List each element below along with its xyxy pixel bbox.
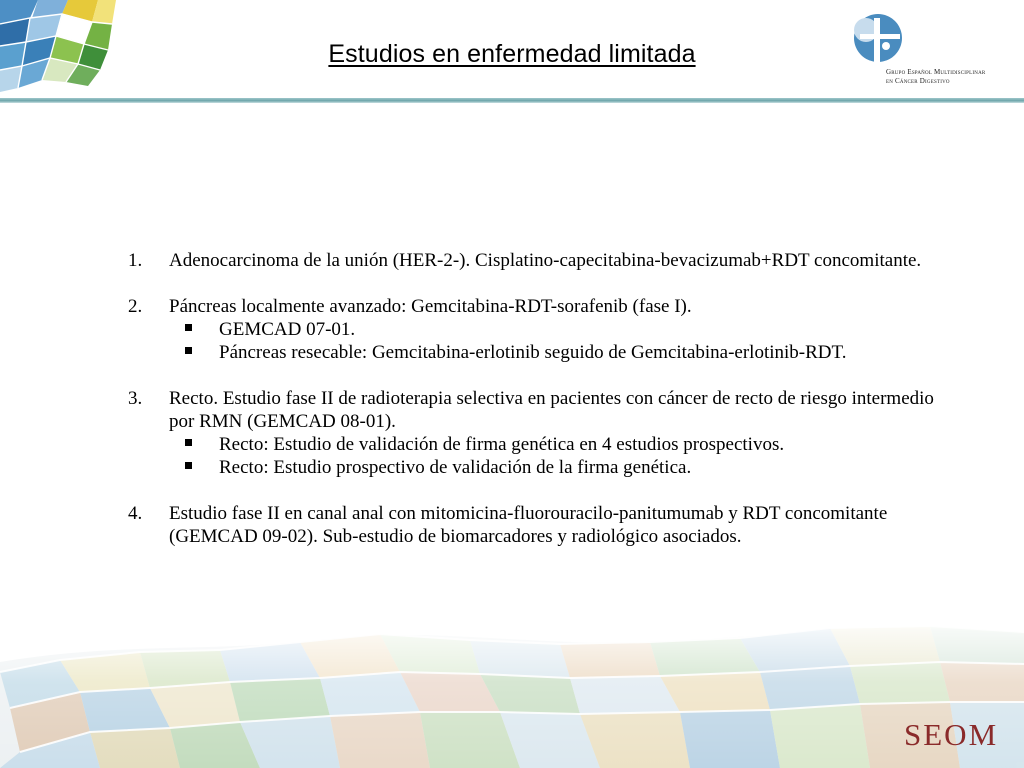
title-divider: [0, 98, 1024, 103]
list-item-text: Estudio fase II en canal anal con mitomicina-fluorouracilo-panitumumab y RDT concomitante (GEMCAD 09-02). Sub-estudio de biomarcadores y radiológico asociados.: [169, 503, 888, 547]
square-bullet-icon: [185, 462, 192, 469]
list-item-2: [128, 295, 958, 364]
square-bullet-icon: [185, 439, 192, 446]
sub-item-text: GEMCAD 07-01.: [219, 319, 356, 340]
slide-title: Estudios en enfermedad limitada: [328, 40, 696, 68]
list-item-4: [128, 502, 958, 548]
sub-item-text: Recto: Estudio de validación de firma genética en 4 estudios prospectivos.: [219, 434, 785, 455]
gemcad-logo-icon: [844, 10, 914, 66]
content-list: [128, 249, 958, 571]
list-item-3: [128, 387, 958, 479]
sub-item-text: Páncreas resecable: Gemcitabina-erlotinib seguido de Gemcitabina-erlotinib-RDT.: [219, 342, 847, 363]
list-item-text: Recto. Estudio fase II de radioterapia selectiva en pacientes con cáncer de recto de riesgo intermedio por RMN (GEMCAD 08-01).: [169, 388, 934, 432]
sub-item: [128, 456, 958, 479]
list-item-number: 1.: [128, 250, 143, 271]
list-item-number: 3.: [128, 388, 143, 409]
sub-item: [128, 433, 958, 456]
gemcad-logo: [844, 10, 1014, 90]
list-item-number: 4.: [128, 503, 143, 524]
list-item-number: 2.: [128, 296, 143, 317]
sub-item: [128, 341, 958, 364]
square-bullet-icon: [185, 347, 192, 354]
seom-logo: SEOM: [904, 717, 999, 752]
gemcad-logo-text: Grupo Español Multidisciplinar en Cáncer Digestivo: [886, 68, 986, 85]
sub-item: [128, 318, 958, 341]
sub-item-text: Recto: Estudio prospectivo de validación de la firma genética.: [219, 457, 692, 478]
list-item-text: Adenocarcinoma de la unión (HER-2-). Cisplatino-capecitabina-bevacizumab+RDT concomitante.: [169, 250, 922, 271]
list-item-text: Páncreas localmente avanzado: Gemcitabina-RDT-sorafenib (fase I).: [169, 296, 692, 317]
square-bullet-icon: [185, 324, 192, 331]
list-item-1: [128, 249, 958, 272]
mosaic-decoration-bottom: [0, 612, 1024, 768]
